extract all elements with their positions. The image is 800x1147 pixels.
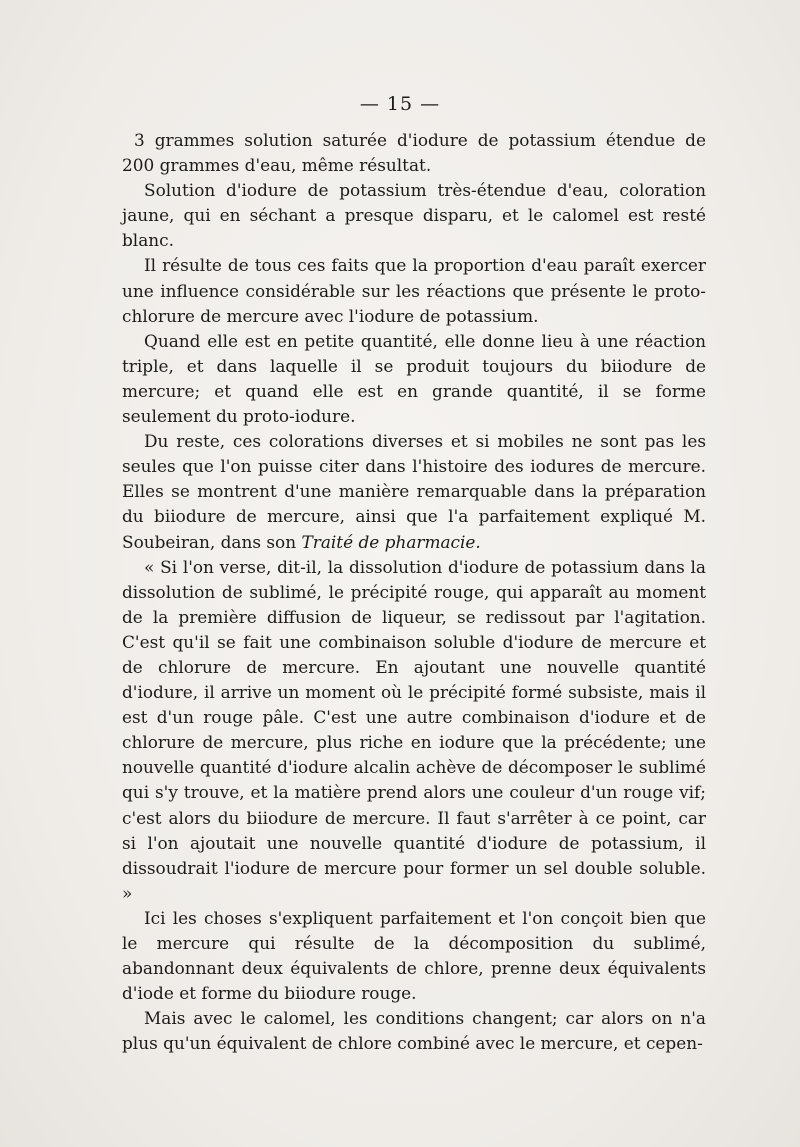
paragraph-5-text: Du reste, ces colorations diverses et si mobiles ne sont pas les seules que l'on puisse citer dans l'histoire des iodures de mercure. Elles se montrent d'une manière remarquable dans la préparation du biiodure de mercure, ainsi que l'a parfaitement expliqué M. Soubeiran, dans son	[122, 431, 706, 552]
paragraph-3: Il résulte de tous ces faits que la proportion d'eau paraît exercer une influence considérable sur les réactions que présente le proto-chlorure de mercure avec l'iodure de potassium.	[122, 255, 706, 326]
paragraph-4: Quand elle est en petite quantité, elle donne lieu à une réaction triple, et dans laquelle il se produit toujours du biiodure de mercure; et quand elle est en grande quantité, il se forme seulement du proto-iodure.	[122, 330, 706, 427]
paragraph-5	[122, 429, 706, 554]
paragraph-8: Mais avec le calomel, les conditions changent; car alors on n'a plus qu'un équivalent de chlore combiné avec le mercure, et cepen-	[122, 1008, 706, 1054]
book-title: Traité de pharmacie.	[301, 531, 481, 552]
paragraph-2: Solution d'iodure de potassium très-étendue d'eau, coloration jaune, qui en séchant a presque disparu, et le calomel est resté blanc.	[122, 180, 706, 251]
page-body	[122, 128, 706, 1056]
paragraph-1: 3 grammes solution saturée d'iodure de potassium étendue de 200 grammes d'eau, même résultat.	[122, 130, 706, 176]
page-number: — 15 —	[359, 93, 441, 115]
paragraph-7: Ici les choses s'expliquent parfaitement et l'on conçoit bien que le mercure qui résulte de la décomposition du sublimé, abandonnant deux équivalents de chlore, prenne deux équivalents d'iode et forme du biiodure rouge.	[122, 907, 706, 1004]
paragraph-6-quotation: « Si l'on verse, dit-il, la dissolution d'iodure de potassium dans la dissolution de sublimé, le précipité rouge, qui apparaît au moment de la première diffusion de liqueur, se redissout par l'agitation. C'est qu'il se fait une combinaison soluble d'iodure de mercure et de chlorure de mercure. En ajoutant une nouvelle quantité d'iodure, il arrive un moment où le précipité formé subsiste, mais il est d'un rouge pâle. C'est une autre combinaison d'iodure et de chlorure de mercure, plus riche en iodure que la précédente; une nouvelle quantité d'iodure alcalin achève de décomposer le sublimé qui s'y trouve, et la matière prend alors une couleur d'un rouge vif; c'est alors du biiodure de mercure. Il faut s'arrêter à ce point, car si l'on ajoutait une nouvelle quantité d'iodure de potassium, il dissoudrait l'iodure de mercure pour former un sel double soluble. »	[122, 556, 706, 903]
